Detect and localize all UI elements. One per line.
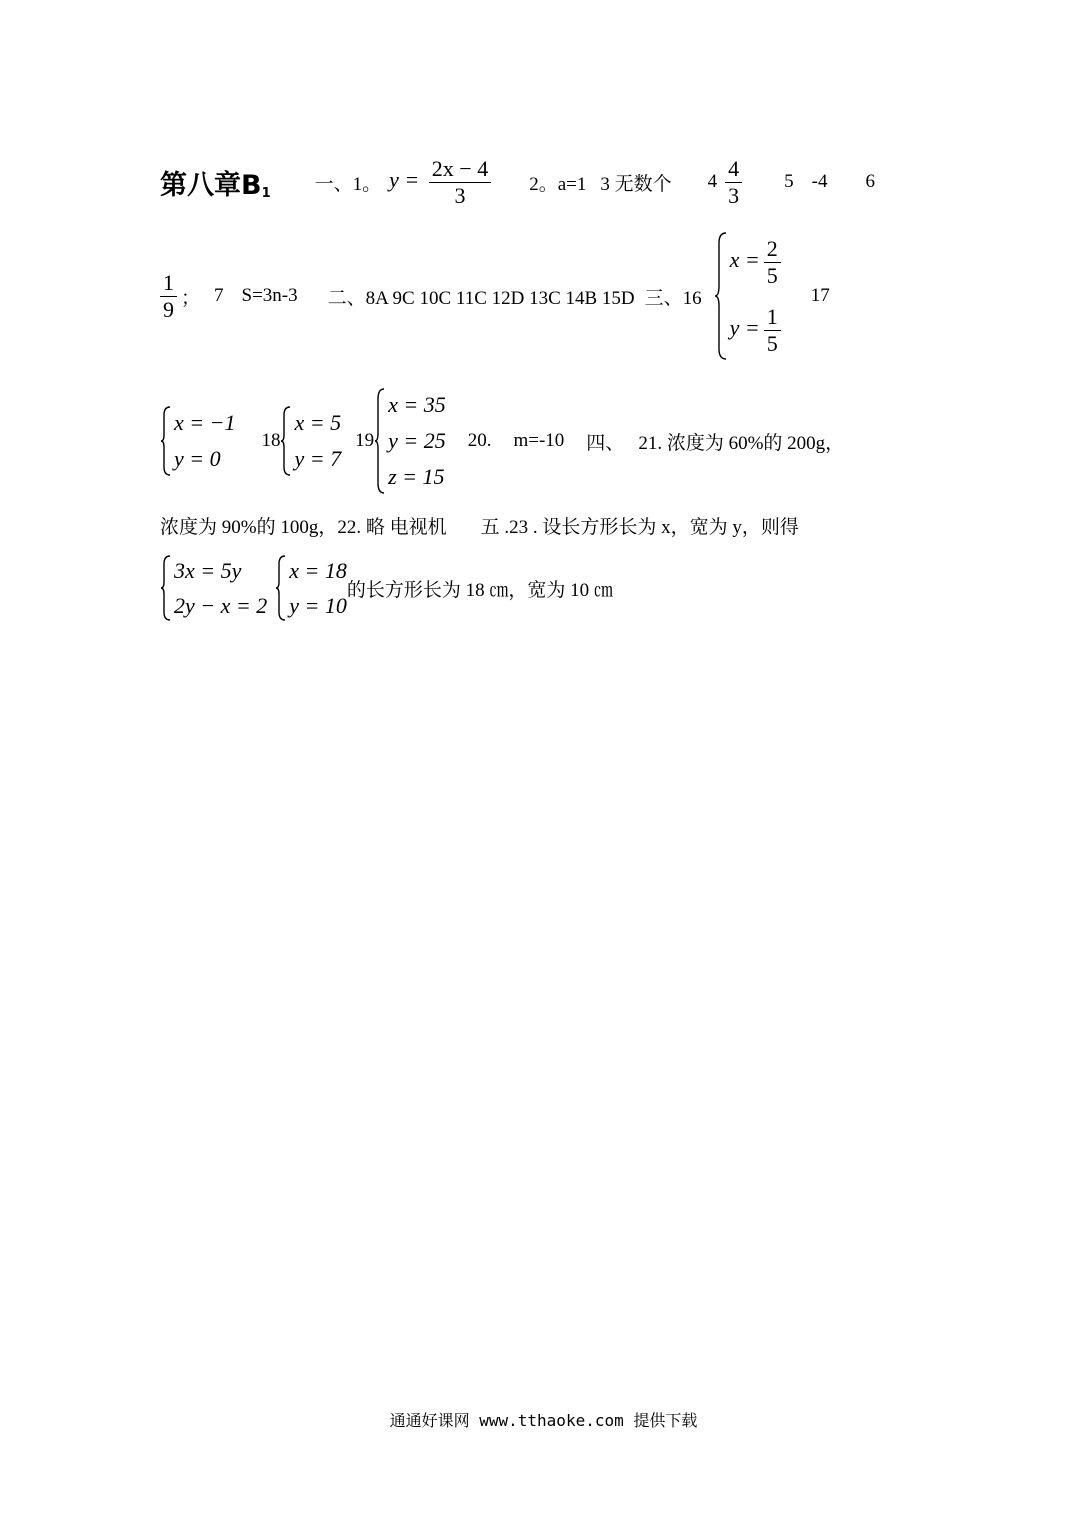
answer-line-2 xyxy=(160,228,930,364)
system-18 xyxy=(280,405,341,477)
answer-6-label: 6 xyxy=(865,171,875,192)
answer-4-fraction xyxy=(725,156,742,208)
system-16-y-lhs: y = xyxy=(729,315,760,341)
answer-line-5 xyxy=(160,552,930,624)
semicolon: ； xyxy=(181,287,201,309)
section-five-text: 五 .23 . 设长方形长为 x，宽为 y，则得 xyxy=(480,516,799,538)
answer-6-denominator: 9 xyxy=(163,296,174,322)
system-19-row-3: z = 15 xyxy=(388,464,445,490)
page-footer: 通通好课网 www.tthaoke.com 提供下载 xyxy=(389,1411,698,1430)
answer-23-conclusion: 的长方形长为 18 ㎝，宽为 10 ㎝ xyxy=(346,579,613,601)
answer-20-label: 20. xyxy=(467,430,492,451)
answer-line-3 xyxy=(160,386,930,496)
chapter-title xyxy=(160,163,271,202)
system-17 xyxy=(160,405,235,477)
equation-1-denominator: 3 xyxy=(454,182,466,208)
system-16-x-lhs: x = xyxy=(729,247,760,273)
answer-4-denominator: 3 xyxy=(728,182,740,208)
system-19-row-1: x = 35 xyxy=(388,392,446,418)
answer-line-1 xyxy=(160,150,930,214)
answer-21-22: 浓度为 90%的 100g，22. 略 电视机 xyxy=(160,516,447,538)
answer-2: 2。a=1 xyxy=(529,173,587,195)
answer-3: 3 无数个 xyxy=(600,173,672,195)
system-17-row-2: y = 0 xyxy=(174,446,221,472)
answer-5-value: -4 xyxy=(811,171,828,192)
chapter-title-main: 第八章B xyxy=(160,169,262,201)
equation-1-lhs: y = xyxy=(389,167,420,193)
system-23-equations xyxy=(160,553,267,623)
system-16-y-numerator: 1 xyxy=(766,304,778,330)
answer-7-value: S=3n-3 xyxy=(241,285,298,306)
system-19-row-2: y = 25 xyxy=(388,428,446,454)
system-16-x-numerator: 2 xyxy=(766,236,778,262)
system-23-solution-row-2: y = 10 xyxy=(289,593,347,618)
section-two-answers: 二、8A 9C 10C 11C 12D 13C 14B 15D xyxy=(327,287,635,309)
answer-4-numerator: 4 xyxy=(728,156,740,182)
equation-1 xyxy=(389,156,495,208)
system-23-row-2: 2y − x = 2 xyxy=(174,593,268,618)
system-19 xyxy=(374,387,446,495)
section-four-label: 四、 xyxy=(586,432,625,454)
answer-21: 21. 浓度为 60%的 200g， xyxy=(638,432,845,454)
system-18-row-2: y = 7 xyxy=(294,446,342,472)
system-17-row-1: x = −1 xyxy=(174,410,236,436)
system-16-y-denominator: 5 xyxy=(766,330,778,356)
answer-5-label: 5 xyxy=(784,171,794,192)
system-23-solution-row-1: x = 18 xyxy=(289,557,347,583)
equation-1-numerator: 2x − 4 xyxy=(431,156,489,182)
chapter-title-subscript: 1 xyxy=(261,185,271,201)
system-18-row-1: x = 5 xyxy=(294,410,342,436)
equation-1-fraction xyxy=(429,156,491,208)
answer-20-value: m=-10 xyxy=(513,430,565,451)
answer-19-label: 19 xyxy=(355,430,375,451)
answer-4-label: 4 xyxy=(707,171,718,192)
answer-17-label: 17 xyxy=(810,285,830,306)
section-three-label: 三、16 xyxy=(644,287,702,309)
system-23-solution xyxy=(275,553,347,623)
answer-7-label: 7 xyxy=(214,285,224,306)
answer-18-label: 18 xyxy=(261,430,281,451)
answer-6-fraction xyxy=(160,270,177,322)
system-23-row-1: 3x = 5y xyxy=(174,557,242,583)
system-16 xyxy=(714,231,785,361)
answer-line-4 xyxy=(160,510,930,540)
answer-6-numerator: 1 xyxy=(163,270,174,296)
system-16-x-denominator: 5 xyxy=(766,262,778,288)
section-one-label: 一、1。 xyxy=(314,173,382,195)
